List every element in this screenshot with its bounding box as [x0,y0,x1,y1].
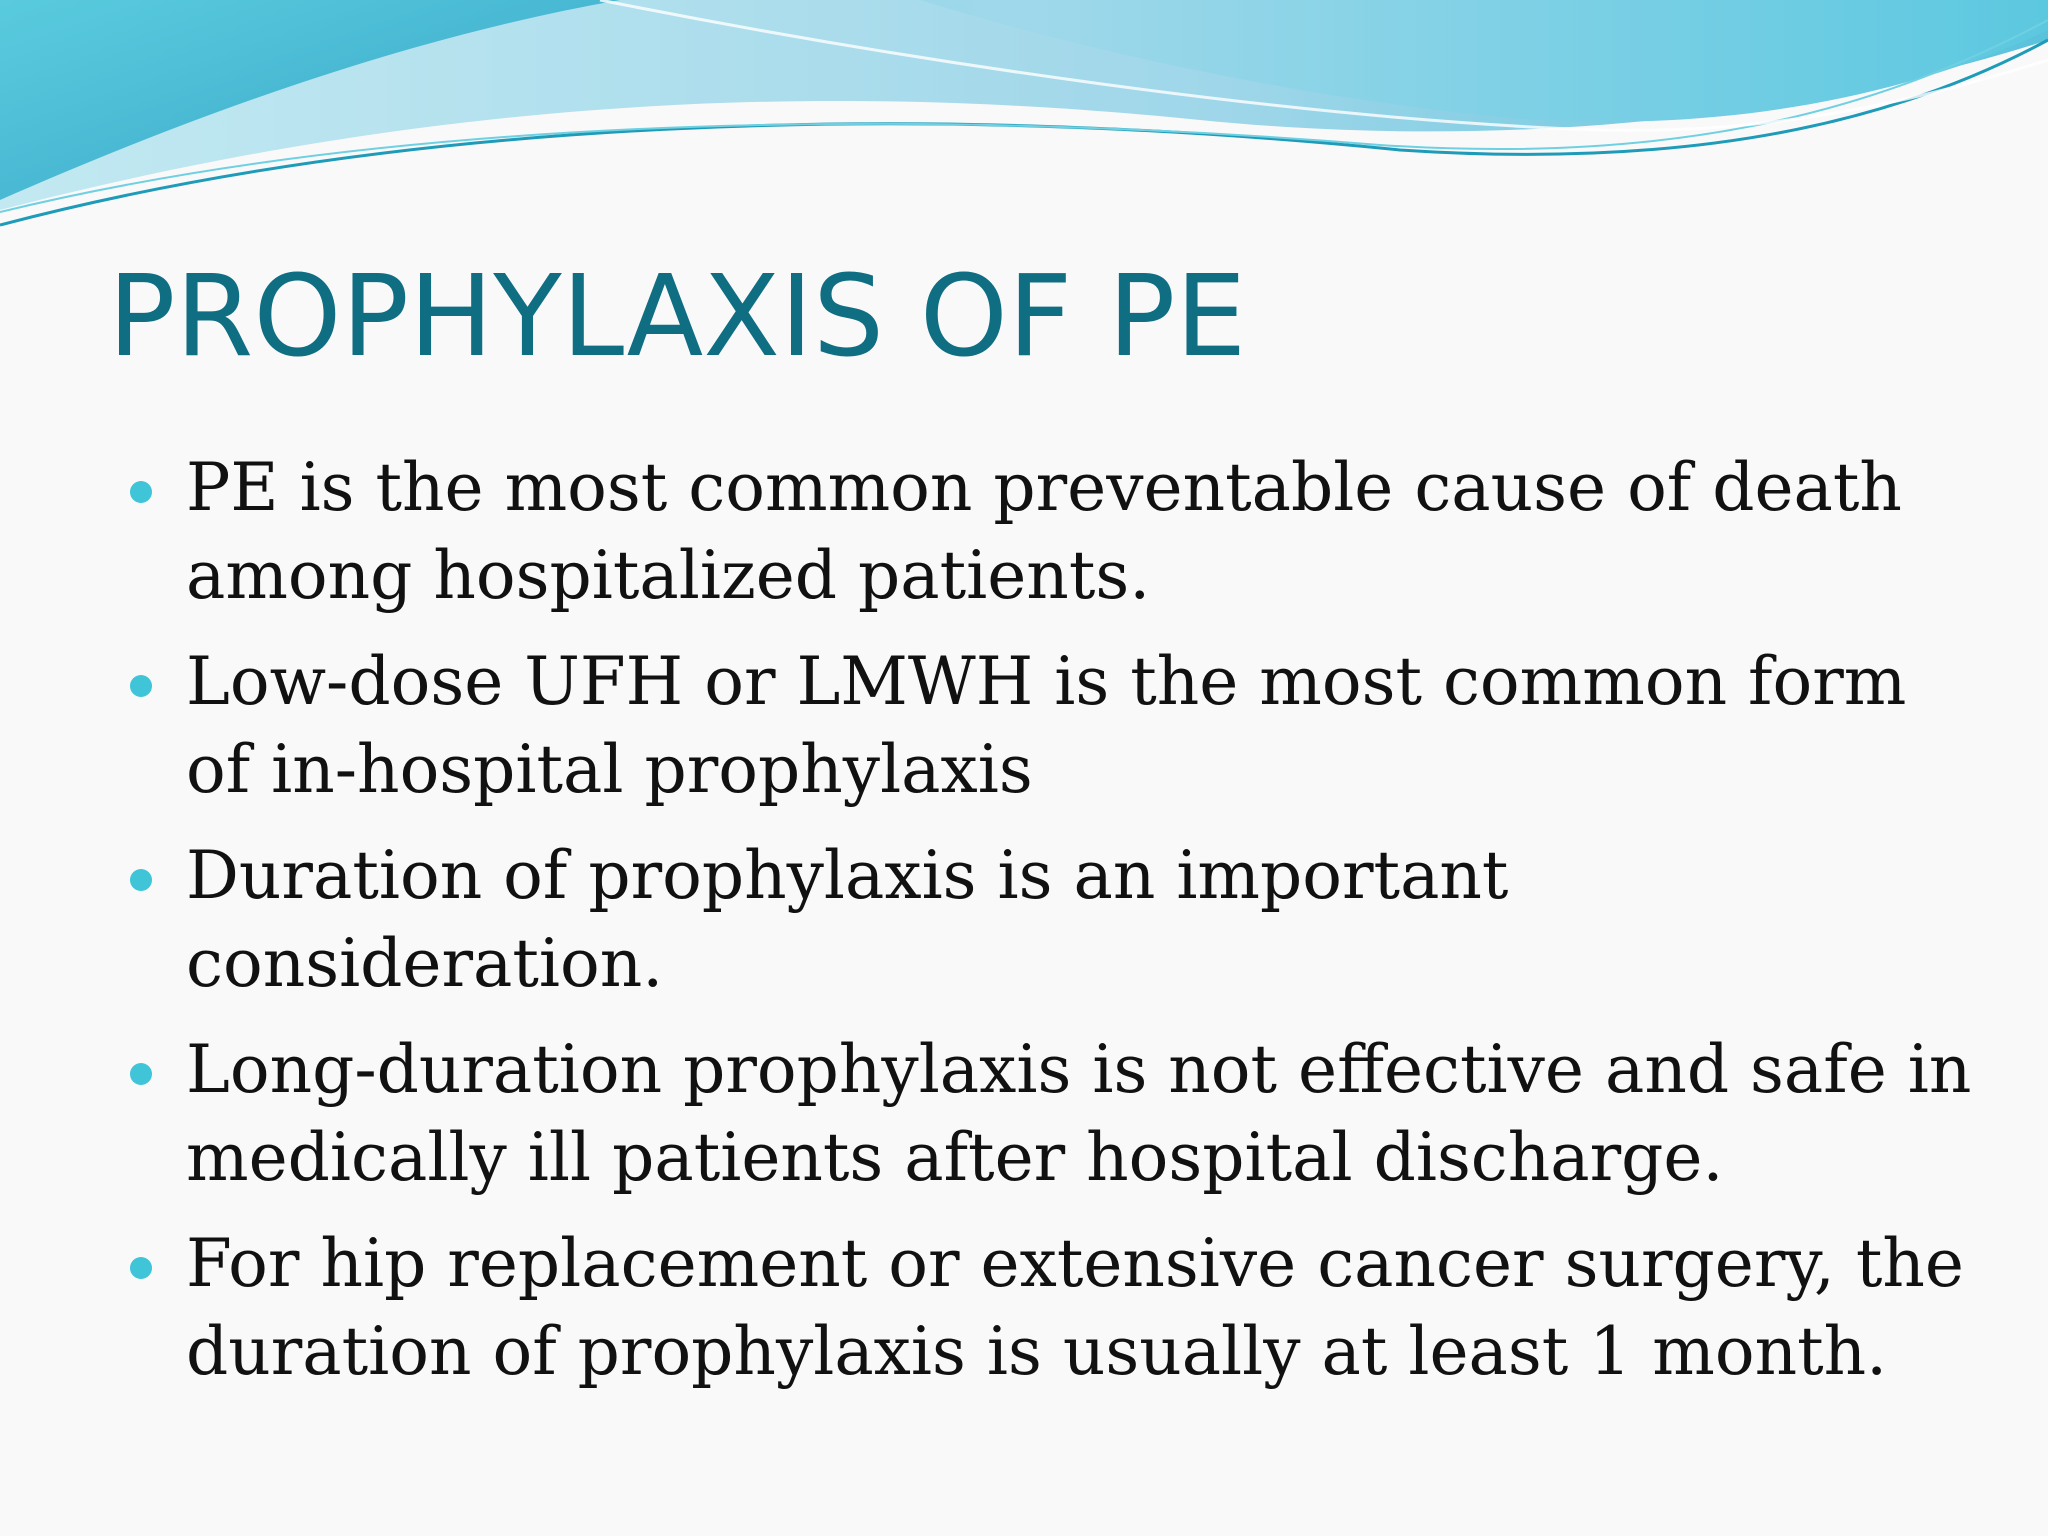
bullet-text: Long-duration prophylaxis is not effective and safe in medically ill patients after hospital discharge. [186,1031,1972,1196]
bullet-text: Duration of prophylaxis is an important consideration. [186,837,1509,1002]
bullet-item [130,444,1980,620]
bullet-item [130,1220,1980,1396]
bullet-text: For hip replacement or extensive cancer surgery, the duration of prophylaxis is usually at least 1 month. [186,1225,1964,1390]
bullet-dot-icon [130,481,152,503]
header-wave-decoration [0,0,2048,240]
bullet-dot-icon [130,1063,152,1085]
bullet-dot-icon [130,675,152,697]
slide-title: PROPHYLAXIS OF PE [108,252,1247,382]
bullet-text: Low-dose UFH or LMWH is the most common form of in-hospital prophylaxis [186,643,1907,808]
bullet-item [130,638,1980,814]
bullet-dot-icon [130,1257,152,1279]
bullet-item [130,1026,1980,1202]
bullet-text: PE is the most common preventable cause of death among hospitalized patients. [186,449,1902,614]
bullet-list [130,444,1980,1414]
bullet-dot-icon [130,869,152,891]
bullet-item [130,832,1980,1008]
